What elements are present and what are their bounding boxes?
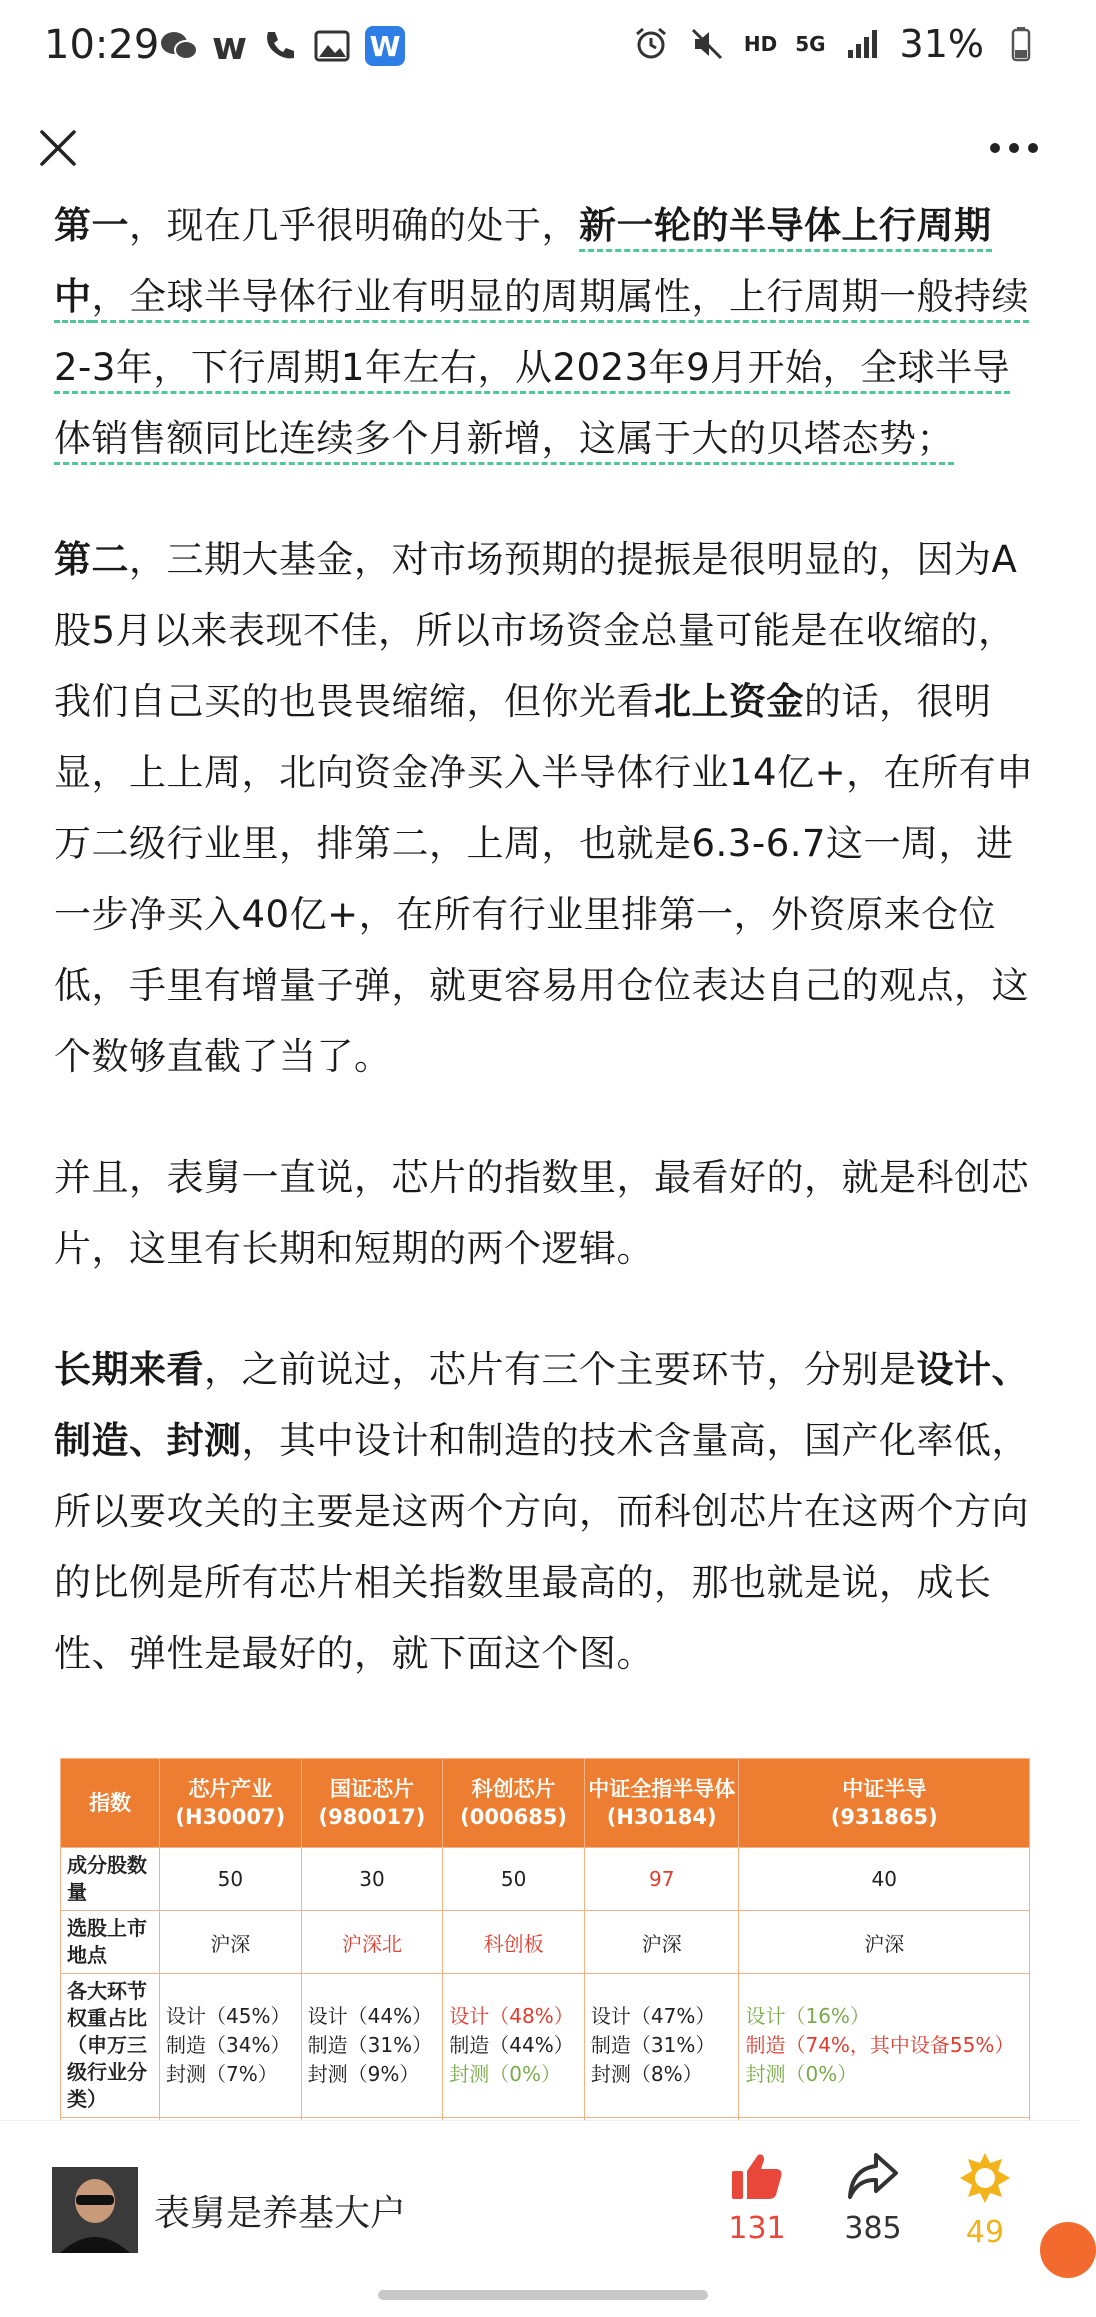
table-cell: 设计（47%） 制造（31%） 封测（8%） [584, 1974, 739, 2118]
table-row [61, 1848, 1030, 1911]
author-avatar[interactable] [52, 2167, 138, 2253]
alarm-icon [632, 25, 670, 63]
status-w-letter: w [212, 24, 248, 68]
table-header: 中证半导 (931865) [739, 1759, 1030, 1848]
paragraph-1: 第一，现在几乎很明确的处于，新一轮的半导体上行周期中，全球半导体行业有明显的周期属性，上行周期一般持续2-3年，下行周期1年左右，从2023年9月开始，全球半导体销售额同比连续多个月新增，这属于大的贝塔态势； [54, 190, 1034, 474]
table-cell: 设计（44%） 制造（31%） 封测（9%） [301, 1974, 443, 2118]
close-button[interactable] [26, 116, 90, 180]
wechat-icon [160, 27, 198, 65]
like-count: 131 [728, 2211, 786, 2246]
hd-indicator: HD [743, 32, 778, 56]
network-indicator: 5G [795, 32, 826, 56]
row-label: 成分股数量 [61, 1848, 160, 1911]
table-cell: 科创板 [443, 1911, 585, 1974]
battery-icon [1002, 25, 1040, 63]
avatar-image-icon [52, 2167, 138, 2253]
row-label: 选股上市地点 [61, 1911, 160, 1974]
highlight-link[interactable]: 新一轮的半导体上行周期中 [54, 204, 992, 323]
table-cell: 沪深 [739, 1911, 1030, 1974]
like-button[interactable] [712, 2151, 802, 2246]
table-row [61, 1974, 1030, 2118]
bottom-action-bar [0, 2120, 1080, 2317]
index-comparison-table-image[interactable] [60, 1758, 1030, 2118]
bold-text: 北上资金 [654, 680, 804, 723]
table-cell: 50 [443, 1848, 585, 1911]
weibo-badge-icon: W [365, 26, 405, 66]
author-name[interactable]: 表舅是养基大户 [154, 2193, 407, 2234]
table-cell: 设计（45%） 制造（34%） 封测（7%） [160, 1974, 302, 2118]
thumbs-up-icon [730, 2151, 784, 2201]
table-cell: 沪深 [160, 1911, 302, 1974]
home-indicator[interactable] [378, 2290, 708, 2300]
paragraph-3: 并且，表舅一直说，芯片的指数里，最看好的，就是科创芯片，这里有长期和短期的两个逻辑。 [54, 1156, 1029, 1270]
table-cell: 50 [160, 1848, 302, 1911]
index-comparison-table [60, 1758, 1030, 2181]
battery-percent: 31% [899, 22, 984, 66]
share-button[interactable] [828, 2151, 918, 2246]
table-cell: 沪深北 [301, 1911, 443, 1974]
gallery-icon [313, 27, 351, 65]
table-cell: 97 [584, 1848, 739, 1911]
mute-icon [688, 25, 726, 63]
bold-text: 第一 [54, 204, 129, 247]
row-label: 各大环节权重占比（申万三级行业分类） [61, 1974, 160, 2118]
share-arrow-icon [846, 2151, 900, 2201]
table-header: 指数 [61, 1759, 160, 1848]
table-header: 中证全指半导体 (H30184) [584, 1759, 739, 1848]
table-cell: 沪深 [584, 1911, 739, 1974]
star-coin-icon [958, 2151, 1012, 2205]
top-bar [0, 96, 1080, 200]
status-time: 10:29 [44, 22, 160, 68]
table-cell: 设计（48%） 制造（44%） 封测（0%） [443, 1974, 585, 2118]
paragraph-4: 长期来看，之前说过，芯片有三个主要环节，分别是设计、制造、封测，其中设计和制造的技术含量高，国产化率低，所以要攻关的主要是这两个方向，而科创芯片在这两个方向的比例是所有芯片相关指数里最高的，那也就是说，成长性、弹性是最好的，就下面这个图。 [54, 1348, 1029, 1675]
coin-reward-button[interactable] [940, 2151, 1030, 2250]
more-dots-icon [989, 142, 1039, 154]
table-row [61, 1911, 1030, 1974]
table-header: 科创芯片 (000685) [443, 1759, 585, 1848]
highlight-link[interactable]: ，全球半导体行业有明显的周期属性，上行周期一般持续2-3年，下行周期1年左右，从2023年9月开始，全球半导体销售额同比连续多个月新增，这属于大的贝塔态势； [54, 275, 1029, 465]
missed-call-icon [261, 27, 299, 65]
share-count: 385 [844, 2211, 902, 2246]
floating-comment-button[interactable] [1040, 2222, 1096, 2278]
article-body [54, 190, 1034, 1739]
bold-text: 第二 [54, 538, 129, 581]
table-header: 芯片产业 (H30007) [160, 1759, 302, 1848]
table-cell: 30 [301, 1848, 443, 1911]
more-options-button[interactable] [978, 116, 1050, 180]
coin-count: 49 [965, 2215, 1005, 2250]
bold-text: 设计、制造、封测 [54, 1348, 1029, 1462]
status-bar [0, 0, 1080, 96]
close-icon [38, 128, 78, 168]
bold-text: 长期来看 [54, 1348, 204, 1391]
table-cell: 40 [739, 1848, 1030, 1911]
paragraph-2: 第二，三期大基金，对市场预期的提振是很明显的，因为A股5月以来表现不佳，所以市场资金总量可能是在收缩的，我们自己买的也畏畏缩缩，但你光看北上资金的话，很明显，上上周，北向资金净买入半导体行业14亿+，在所有申万二级行业里，排第二，上周，也就是6.3-6.7这一周，进一步净买入40亿+，在所有行业里排第一，外资原来仓位低，手里有增量子弹，就更容易用仓位表达自己的观点，这个数够直截了当了。 [54, 538, 1034, 1078]
table-header-row [61, 1759, 1030, 1848]
signal-icon [844, 25, 882, 63]
table-cell: 设计（16%） 制造（74%，其中设备55%） 封测（0%） [739, 1974, 1030, 2118]
table-header: 国证芯片 (980017) [301, 1759, 443, 1848]
